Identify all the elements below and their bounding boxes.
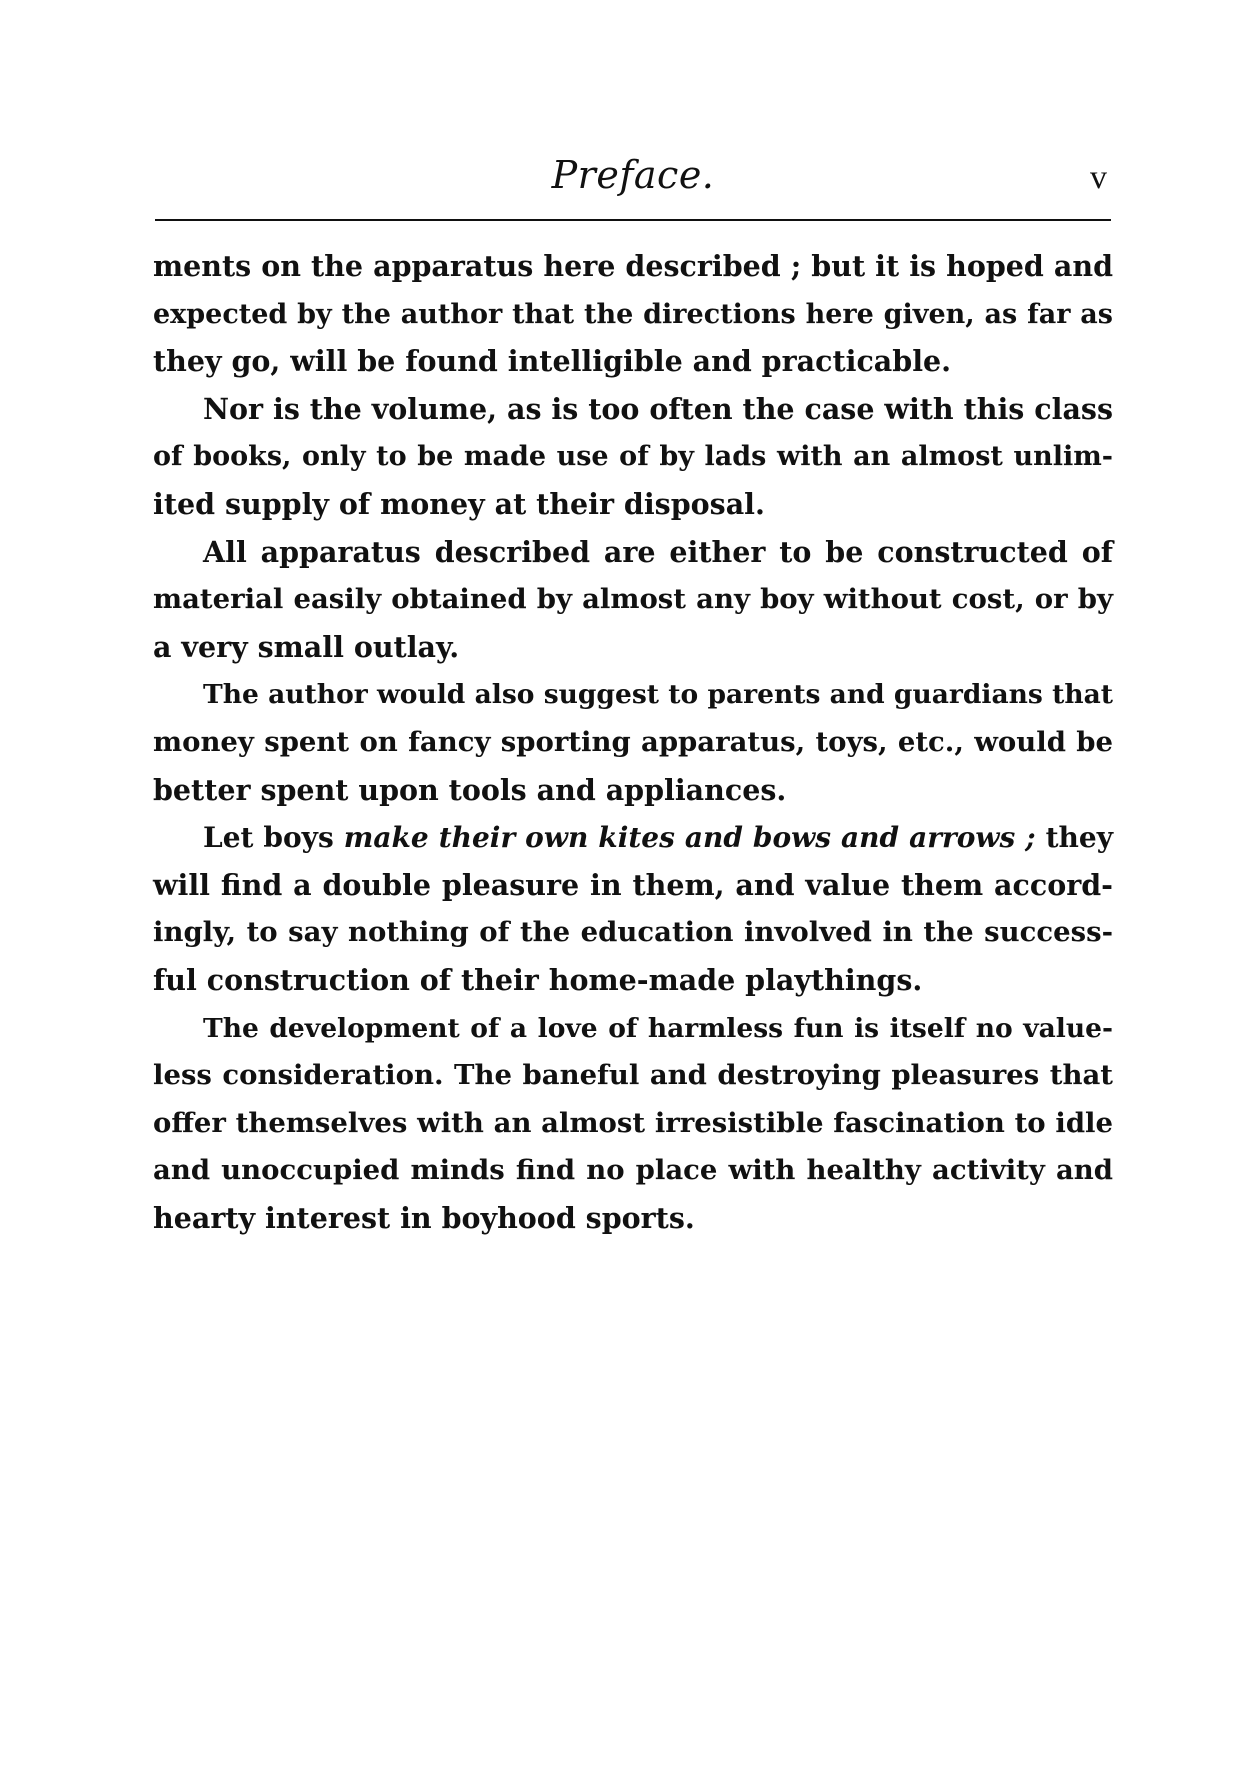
text-line: less consideration. The baneful and destroying pleasures that xyxy=(153,1059,1113,1092)
page-number: v xyxy=(1090,159,1107,196)
text-line: and unoccupied minds find no place with healthy activity and xyxy=(153,1154,1113,1187)
preface-body xyxy=(153,243,1113,1242)
text-line: ingly, to say nothing of the education involved in the success- xyxy=(153,916,1113,949)
text-line: expected by the author that the directions here given, as far as xyxy=(153,298,1113,330)
header-rule xyxy=(155,219,1111,221)
text-line: will find a double pleasure in them, and value them accord- xyxy=(153,867,1113,902)
text-line: a very small outlay. xyxy=(153,629,460,664)
text-line: ited supply of money at their disposal. xyxy=(153,486,765,521)
text-line: The development of a love of harmless fun is itself no value- xyxy=(203,1012,1113,1044)
paragraph xyxy=(153,1005,1113,1243)
text-line: ful construction of their home-made playthings. xyxy=(153,962,923,997)
text-line: they go, will be found intelligible and practicable. xyxy=(153,344,952,379)
text-line: The author would also suggest to parents and guardians that xyxy=(203,679,1113,711)
text-line: Nor is the volume, as is too often the case with this class xyxy=(203,391,1113,426)
paragraph xyxy=(153,243,1113,386)
text-line xyxy=(153,814,1113,862)
text-line: money spent on fancy sporting apparatus, toys, etc., would be xyxy=(153,725,1113,758)
text-run: they xyxy=(1045,821,1113,855)
text-line: better spent upon tools and appliances. xyxy=(153,772,787,807)
text-line: of books, only to be made use of by lads with an almost unlim- xyxy=(153,441,1113,473)
text-line: All apparatus described are either to be constructed of xyxy=(203,534,1113,569)
text-run: Let boys xyxy=(203,821,334,855)
text-line: offer themselves with an almost irresistible fascination to idle xyxy=(153,1106,1113,1139)
paragraph xyxy=(153,386,1113,529)
page-header xyxy=(155,150,1111,210)
paragraph xyxy=(153,671,1113,814)
running-title: Preface. xyxy=(551,153,715,197)
paragraph xyxy=(153,529,1113,672)
text-line: material easily obtained by almost any boy without cost, or by xyxy=(153,583,1113,616)
text-line: ments on the apparatus here described ; but it is hoped and xyxy=(153,249,1113,283)
paragraph xyxy=(153,814,1113,1004)
emphasized-text: make their own kites and bows and arrows ; xyxy=(343,821,1036,855)
text-line: hearty interest in boyhood sports. xyxy=(153,1200,695,1235)
